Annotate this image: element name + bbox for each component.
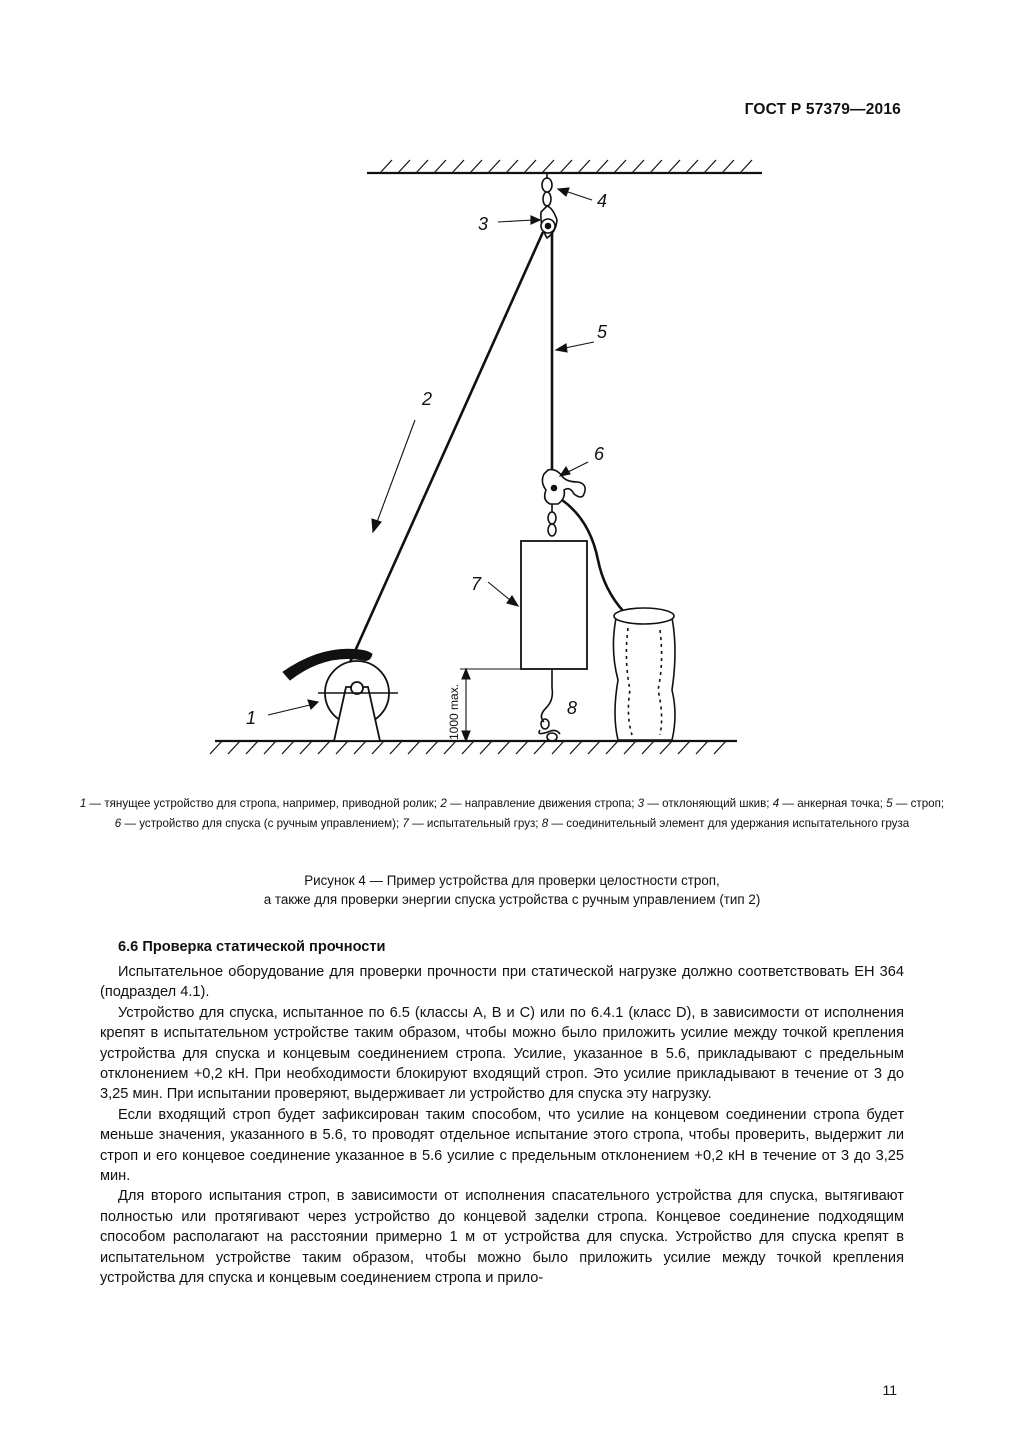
hatch-line bbox=[552, 741, 564, 754]
hatch-line bbox=[452, 160, 464, 173]
hatch-line bbox=[470, 160, 482, 173]
anchor-point bbox=[542, 173, 552, 206]
hatch-line bbox=[264, 741, 276, 754]
ceiling bbox=[367, 160, 762, 173]
hatch-line bbox=[642, 741, 654, 754]
hatch-line bbox=[560, 160, 572, 173]
hatch-line bbox=[434, 160, 446, 173]
section-body bbox=[100, 962, 904, 1289]
hatch-line bbox=[668, 160, 680, 173]
label-1: 1 bbox=[246, 708, 257, 728]
hatch-line bbox=[614, 160, 626, 173]
hatch-line bbox=[624, 741, 636, 754]
hatch-line bbox=[632, 160, 644, 173]
hatch-line bbox=[660, 741, 672, 754]
label-6: 6 bbox=[594, 444, 605, 464]
legend-text: — тянущее устройство для стропа, например, приводной ролик; bbox=[86, 797, 441, 810]
rope-to-drive bbox=[334, 232, 543, 698]
hatch-line bbox=[714, 741, 726, 754]
hatch-line bbox=[228, 741, 240, 754]
legend-num: 5 bbox=[886, 797, 893, 810]
hatch-line bbox=[686, 160, 698, 173]
legend-text: — строп; bbox=[892, 797, 945, 810]
hatch-line bbox=[444, 741, 456, 754]
paragraph: Устройство для спуска, испытанное по 6.5 (классы А, В и С) или по 6.4.1 (класс D), в зависимости от исполнения крепят в испытательном устройстве таким образом, чтобы можно было приложить усилие между точкой крепления устройства для спуска и концевым соединением стропа. Усилие, указанное в 5.6, прикладывают с предельным отклонением +0,2 кН. При необходимости блокируют входящий строп. Это усилие прикладывают в течение от 3 до 3,25 мин. При испытании проверяют, выдерживает ли устройство для спуска эту нагрузку. bbox=[100, 1004, 904, 1103]
legend-text: — соединительный элемент для удержания испытательного груза bbox=[548, 817, 910, 830]
dimension-label: 1000 max. bbox=[447, 683, 461, 740]
legend-num: 7 bbox=[402, 817, 409, 830]
floor bbox=[210, 741, 737, 754]
rope-bag bbox=[613, 608, 675, 740]
hatch-line bbox=[318, 741, 330, 754]
test-weight bbox=[521, 541, 587, 669]
legend-text: — испытательный груз; bbox=[408, 817, 542, 830]
hatch-line bbox=[408, 741, 420, 754]
hatch-line bbox=[650, 160, 662, 173]
legend-num: 2 bbox=[440, 797, 447, 810]
hatch-line bbox=[578, 160, 590, 173]
hatch-line bbox=[210, 741, 222, 754]
hatch-line bbox=[498, 741, 510, 754]
hatch-line bbox=[542, 160, 554, 173]
label-2: 2 bbox=[422, 389, 433, 409]
hatch-line bbox=[416, 160, 428, 173]
hatch-line bbox=[282, 741, 294, 754]
hatch-line bbox=[696, 741, 708, 754]
hatch-line bbox=[398, 160, 410, 173]
hatch-line bbox=[354, 741, 366, 754]
hatch-line bbox=[426, 741, 438, 754]
drive-roller bbox=[283, 649, 398, 741]
document-id: ГОСТ Р 57379—2016 bbox=[744, 101, 901, 118]
hatch-line bbox=[704, 160, 716, 173]
caption-line: Рисунок 4 — Пример устройства для проверки целостности строп, bbox=[304, 873, 720, 888]
hatch-line bbox=[488, 160, 500, 173]
hatch-line bbox=[300, 741, 312, 754]
figure-legend bbox=[76, 794, 948, 834]
hatch-line bbox=[246, 741, 258, 754]
paragraph: Испытательное оборудование для проверки прочности при статической нагрузке должно соответствовать ЕН 364 (подраздел 4.1). bbox=[100, 964, 904, 1001]
page-number: 11 bbox=[882, 1382, 897, 1398]
label-8: 8 bbox=[567, 698, 578, 718]
hatch-line bbox=[516, 741, 528, 754]
hatch-line bbox=[390, 741, 402, 754]
hatch-line bbox=[506, 160, 518, 173]
legend-text: — направление движения стропа; bbox=[446, 797, 638, 810]
hatch-line bbox=[534, 741, 546, 754]
dimension-1000 bbox=[460, 669, 521, 741]
hatch-line bbox=[740, 160, 752, 173]
hatch-line bbox=[336, 741, 348, 754]
legend-text: — устройство для спуска (с ручным управлением); bbox=[121, 817, 403, 830]
paragraph: Если входящий строп будет зафиксирован таким способом, что усилие на концевом соединении стропа будет меньше значения, указанного в 5.6, то проводят отдельное испытание этого стропа, чтобы проверить, выдержит ли строп и его концевое соединение указанное в 5.6 усилие с предельным отклонением +0,2 кН в течение от 3 до 3,25 мин. bbox=[100, 1106, 904, 1185]
hatch-line bbox=[678, 741, 690, 754]
hatch-line bbox=[596, 160, 608, 173]
connector-element bbox=[539, 669, 560, 741]
legend-num: 3 bbox=[637, 797, 645, 810]
hatch-line bbox=[570, 741, 582, 754]
legend-num: 6 bbox=[114, 817, 122, 830]
label-7: 7 bbox=[471, 574, 482, 594]
figure-caption bbox=[100, 871, 924, 909]
hatch-line bbox=[372, 741, 384, 754]
paragraph: Для второго испытания строп, в зависимости от исполнения спасательного устройства для спуска, вытягивают полностью или протягивают через устройство до концевой заделки стропа. Концевое соединение подходящим способом располагают на расстоянии примерно 1 м от устройства для спуска. Устройство для спуска крепят в испытательном устройстве таким образом, чтобы можно было приложить усилие между точкой крепления устройства для спуска и концевым соединением стропа и прило- bbox=[100, 1188, 904, 1287]
label-3: 3 bbox=[478, 214, 489, 234]
hatch-line bbox=[380, 160, 392, 173]
legend-text: — отклоняющий шкив; bbox=[644, 797, 773, 810]
hatch-line bbox=[722, 160, 734, 173]
label-5: 5 bbox=[597, 322, 608, 342]
hatch-line bbox=[462, 741, 474, 754]
hatch-line bbox=[480, 741, 492, 754]
legend-num: 1 bbox=[79, 797, 87, 810]
label-4: 4 bbox=[597, 191, 608, 211]
legend-num: 4 bbox=[772, 797, 780, 810]
section-heading: 6.6 Проверка статической прочности bbox=[118, 939, 386, 955]
hatch-line bbox=[588, 741, 600, 754]
caption-line: а также для проверки энергии спуска устройства с ручным управлением (тип 2) bbox=[263, 892, 761, 907]
hatch-line bbox=[524, 160, 536, 173]
hatch-line bbox=[606, 741, 618, 754]
legend-text: — анкерная точка; bbox=[779, 797, 887, 810]
legend-num: 8 bbox=[541, 817, 549, 830]
